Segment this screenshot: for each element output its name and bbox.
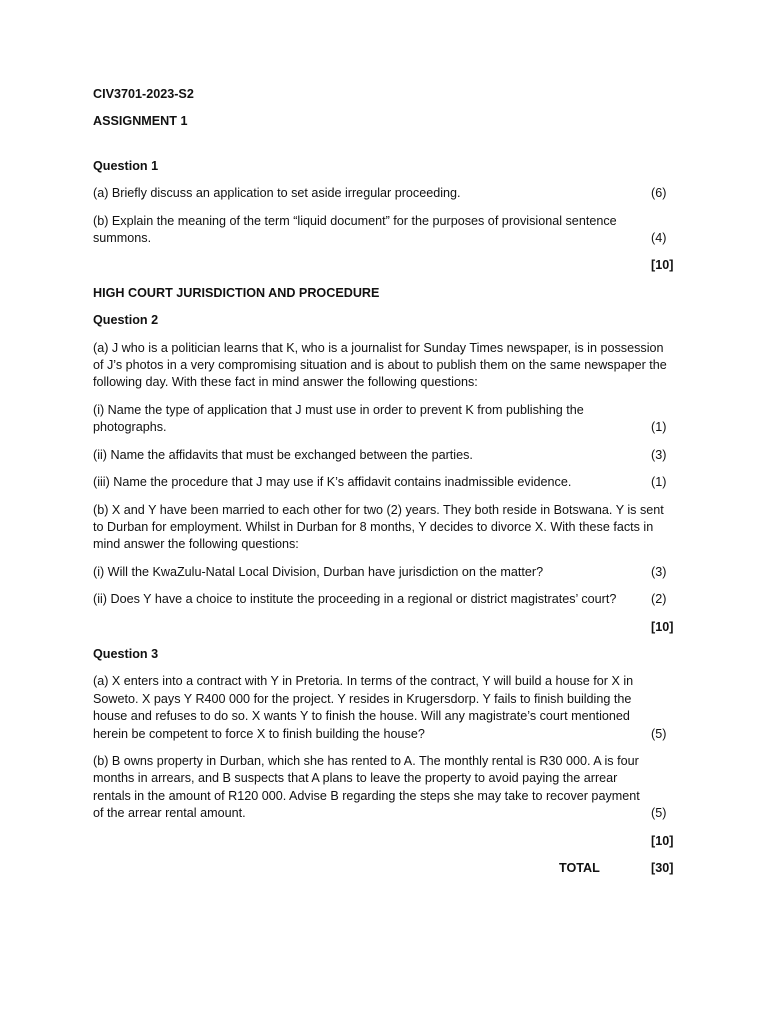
course-code: CIV3701-2023-S2 — [93, 87, 194, 101]
subtotal-mark: [10] — [651, 258, 674, 273]
question-text: (b) Explain the meaning of the term “liquid document” for the purposes of provisional sentence summons. — [93, 213, 617, 246]
assignment-title: ASSIGNMENT 1 — [93, 114, 188, 129]
section-heading: HIGH COURT JURISDICTION AND PROCEDURE — [93, 285, 380, 300]
question-2a-ii — [93, 447, 675, 464]
grand-total-value: [30] — [651, 861, 674, 875]
question-1b — [93, 213, 675, 248]
question-text: (i) Will the KwaZulu-Natal Local Division, Durban have jurisdiction on the matter? — [93, 564, 544, 579]
question-2b-intro: (b) X and Y have been married to each other for two (2) years. They both reside in Botswana. Y is sent to Durban for employment. Whilst in Durban for 8 months, Y decides to divorce X. With these facts in mind answer the following questions: — [93, 502, 664, 552]
question-1-total — [93, 257, 675, 274]
question-text: (i) Name the type of application that J must use in order to prevent K from publishing the photographs. — [93, 402, 584, 435]
question-text: (ii) Does Y have a choice to institute the proceeding in a regional or district magistrates’ court? — [93, 592, 617, 607]
question-2a-iii — [93, 474, 675, 491]
mark: (3) — [651, 447, 667, 462]
grand-total-label: TOTAL — [559, 861, 600, 875]
question-text: (a) X enters into a contract with Y in Pretoria. In terms of the contract, Y will build a house for X in Soweto. X pays Y R400 000 for the project. Y resides in Krugersdorp. Y fails to finish building the house and refuses to do so. X wants Y to finish the house. Will any magistrate’s court mentioned herein be competent to force X to finish building the house? — [93, 674, 634, 741]
question-2a-intro: (a) J who is a politician learns that K, who is a journalist for Sunday Times newspaper, is in possession of J’s photos in a very compromising situation and is about to publish them on the same newspaper the following day. With these fact in mind answer the following questions: — [93, 340, 667, 390]
question-2a-i — [93, 402, 675, 437]
question-3a — [93, 673, 675, 743]
mark: (1) — [651, 420, 667, 435]
mark: (6) — [651, 186, 667, 201]
document-page — [93, 86, 675, 877]
question-2b-i — [93, 564, 675, 581]
question-1-title: Question 1 — [93, 158, 159, 173]
grand-total-row — [93, 860, 675, 877]
mark: (1) — [651, 475, 667, 490]
question-text: (b) B owns property in Durban, which she has rented to A. The monthly rental is R30 000. A is four months in arrears, and B suspects that A plans to leave the property to avoid paying the arrear rentals in the amount of R120 000. Advise B regarding the steps she may take to recover payment of the arrear rental amount. — [93, 753, 640, 821]
subtotal-mark: [10] — [651, 833, 674, 848]
question-3-total — [93, 833, 675, 850]
question-1a — [93, 185, 675, 202]
question-text: (iii) Name the procedure that J may use if K’s affidavit contains inadmissible evidence. — [93, 475, 572, 490]
mark: (5) — [651, 806, 667, 821]
question-3b — [93, 753, 675, 823]
mark: (3) — [651, 564, 667, 579]
subtotal-mark: [10] — [651, 619, 674, 634]
question-text: (a) Briefly discuss an application to set aside irregular proceeding. — [93, 186, 461, 201]
question-2b-ii — [93, 591, 675, 608]
mark: (2) — [651, 592, 667, 607]
question-text: (ii) Name the affidavits that must be exchanged between the parties. — [93, 447, 473, 462]
mark: (4) — [651, 231, 667, 246]
question-2-total — [93, 619, 675, 636]
mark: (5) — [651, 726, 667, 741]
question-2-title: Question 2 — [93, 313, 159, 328]
question-3-title: Question 3 — [93, 646, 159, 661]
